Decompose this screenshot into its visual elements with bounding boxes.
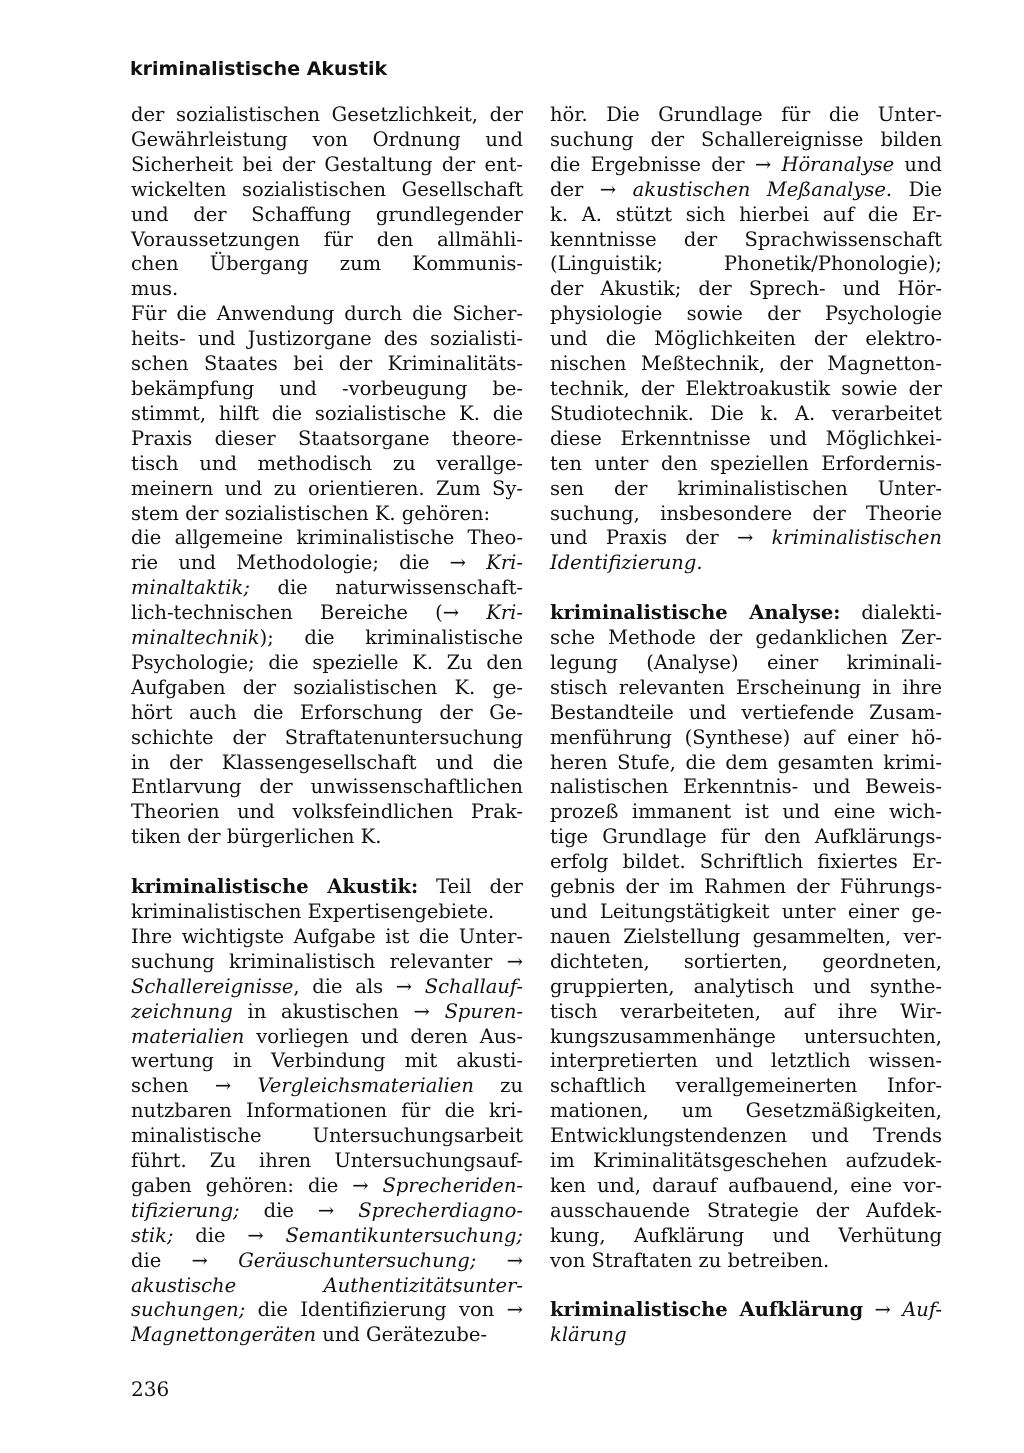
text-line [131,875,523,900]
text-line [550,1025,942,1050]
text-run: k. A. stützt sich hierbei auf die Er- [550,202,942,226]
text-run: nalistischen Erkenntnis- und Beweis- [550,775,942,799]
text-run: gaben gehören: die → [131,1173,383,1197]
text-run: die naturwissenschaft- [249,576,523,600]
entry-headword: kriminalistische Akustik: [131,875,419,899]
text-run: zu [473,1074,524,1098]
text-line [131,477,523,502]
text-line [550,1249,942,1274]
cross-reference: klärung [550,1323,627,1347]
text-run: kung, Aufklärung und Verhütung [550,1223,942,1247]
text-line [131,726,523,751]
text-run: sche Methode der gedanklichen Zer- [550,626,942,650]
text-line [131,900,523,925]
text-line [131,1025,523,1050]
text-line [131,153,523,178]
cross-reference: kriminalistischen [771,526,942,550]
text-run: ausschauende Strategie der Aufdek- [550,1198,942,1222]
text-run: und Gerätezube- [316,1323,487,1347]
text-run: Bestandteile und vertiefende Zusam- [550,700,942,724]
text-run: schaftlich verallgemeinerten Infor- [550,1074,942,1098]
text-run: nischen Meßtechnik, der Magnetton- [550,352,942,376]
text-line [550,1000,942,1025]
cross-reference: suchungen; [131,1298,246,1322]
text-line [550,103,942,128]
text-run: und die Möglichkeiten der elektro- [550,327,942,351]
text-run: → [863,1298,903,1322]
text-run: mationen, um Gesetzmäßigkeiten, [550,1099,942,1123]
text-line [550,900,942,925]
text-run: menführung (Synthese) auf einer hö- [550,725,942,749]
cross-reference: Geräuschuntersuchung; [238,1248,477,1272]
text-run: rie und Methodologie; die → [131,551,487,575]
text-run: heren Stufe, die dem gesamten krimi- [550,750,942,774]
text-line [550,1049,942,1074]
text-line [131,950,523,975]
cross-reference: tifizierung; [131,1198,240,1222]
text-line [131,526,523,551]
text-line [550,701,942,726]
text-line [131,103,523,128]
text-run: der sozialistischen Gesetzlichkeit, der [131,103,523,126]
text-run: → [476,1248,523,1272]
text-run: Aufgaben der sozialistischen K. ge- [131,675,523,699]
text-run: Für die Anwendung durch die Sicher- [131,302,523,326]
text-run: sen der kriminalistischen Unter- [550,476,942,500]
text-line [550,1298,942,1323]
text-line [550,1149,942,1174]
text-line [131,1074,523,1099]
text-line [550,626,942,651]
text-line [131,1199,523,1224]
text-run: und der Schaffung grundlegender [131,202,523,226]
text-line [131,825,523,850]
text-line [550,1199,942,1224]
text-line [131,925,523,950]
text-line [131,751,523,776]
text-run: der Akustik; der Sprech- und Hör- [550,277,942,301]
cross-reference: minaltaktik; [131,576,250,600]
text-line [131,1274,523,1299]
text-line [550,178,942,203]
text-line [131,1149,523,1174]
text-run: schen → [131,1074,258,1098]
text-line [131,775,523,800]
text-line [550,477,942,502]
cross-reference: akustischen Meßanalyse. [632,177,893,201]
text-run: stisch relevanten Erscheinung in ihre [550,675,942,699]
text-run: führt. Zu ihren Untersuchungsauf- [131,1149,523,1173]
text-line [550,751,942,776]
text-line [550,352,942,377]
text-line [550,1074,942,1099]
text-line [131,975,523,1000]
text-run: Praxis dieser Staatsorgane theore- [131,426,523,450]
text-run: lich-technischen Bereiche (→ [131,601,487,625]
text-line [131,502,523,527]
text-run: dialekti- [840,601,942,625]
text-run: Voraussetzungen für den allmähli- [131,227,523,251]
text-run: hör. Die Grundlage für die Unter- [550,103,942,126]
text-line [550,228,942,253]
text-run: Studiotechnik. Die k. A. verarbeitet [550,401,942,425]
cross-reference: Auf- [902,1298,942,1322]
text-line [131,252,523,277]
text-run: Psychologie; die spezielle K. Zu den [131,650,523,674]
text-run: technik, der Elektroakustik sowie der [550,376,942,400]
cross-reference: Spuren- [444,999,523,1023]
text-line [550,1174,942,1199]
text-run: ken und, darauf aufbauend, eine vor- [550,1173,942,1197]
text-run: kungszusammenhänge untersuchten, [550,1024,942,1048]
text-line [550,975,942,1000]
text-line [550,277,942,302]
text-run: Gewährleistung von Ordnung und [131,127,523,151]
text-line [131,178,523,203]
text-run: und Leitungstätigkeit unter einer ge- [550,899,942,923]
text-line [131,1000,523,1025]
text-line [550,601,942,626]
text-line [131,1323,523,1348]
text-line [550,875,942,900]
entry-headword: kriminalistische Analyse: [550,601,841,625]
text-line [550,925,942,950]
cross-reference: Sprecheriden- [382,1173,523,1197]
text-run: stimmt, hilft die sozialistische K. die [131,401,523,425]
text-run: meinern und zu orientieren. Zum Sy- [131,476,523,500]
cross-reference: Kri- [486,601,523,625]
text-line [550,452,942,477]
text-run: schen Staates bei der Kriminalitäts- [131,352,523,376]
text-run: Entlarvung der unwissenschaftlichen [131,775,523,799]
text-line [131,551,523,576]
text-run: Entwicklungstendenzen und Trends [550,1124,942,1148]
text-run: nauen Zielstellung gesammelten, ver- [550,924,942,948]
text-run: von Straftaten zu betreiben. [550,1248,830,1272]
text-run: der → [550,177,633,201]
text-line [550,252,942,277]
text-line [131,601,523,626]
text-run: prozeß immanent ist und eine wich- [550,800,942,824]
text-run: und Praxis der → [550,526,772,550]
text-line [550,427,942,452]
text-run: Teil der [418,875,523,899]
cross-reference: Schallereignisse [131,974,294,998]
text-run: schichte der Straftatenuntersuchung [131,725,523,749]
text-run: im Kriminalitätsgeschehen aufzudek- [550,1149,942,1173]
text-run: bekämpfung und -vorbeugung be- [131,376,523,400]
cross-reference: zeichnung [131,999,233,1023]
cross-reference: Semantikuntersuchung; [285,1223,523,1247]
text-run: die → [131,1248,239,1272]
text-run: Die [892,177,942,201]
cross-reference: Vergleichsmaterialien [257,1074,474,1098]
text-line [131,800,523,825]
cross-reference: Sprecherdiagno- [358,1198,523,1222]
paragraph-gap [131,850,523,875]
text-run: in akustischen → [232,999,445,1023]
text-line [550,502,942,527]
cross-reference: Identifizierung. [550,551,703,575]
cross-reference: Schallauf- [424,974,523,998]
cross-reference: minaltechnik [131,626,260,650]
cross-reference: materialien [131,1024,245,1048]
text-run: vorliegen und deren Aus- [244,1024,523,1048]
text-line [550,726,942,751]
left-column [131,103,523,1348]
text-line [550,526,942,551]
text-run: (Linguistik; Phonetik/Phonologie); [550,252,942,276]
text-line [550,775,942,800]
text-line [550,1124,942,1149]
text-run: suchung, insbesondere der Theorie [550,501,942,525]
text-line [131,676,523,701]
text-run: legung (Analyse) einer kriminali- [550,650,942,674]
text-run: dichteten, sortierten, geordneten, [550,949,942,973]
text-line [131,701,523,726]
text-run: nutzbaren Informationen für die kri- [131,1099,523,1123]
text-line [131,427,523,452]
text-line [131,228,523,253]
text-line [550,203,942,228]
text-line [550,1323,942,1348]
text-run: wertung in Verbindung mit akusti- [131,1049,523,1073]
text-run: heits- und Justizorgane des sozialisti- [131,327,523,351]
text-line [550,950,942,975]
text-line [550,850,942,875]
text-run: minalistische Untersuchungsarbeit [131,1124,523,1148]
paragraph-gap [550,1274,942,1299]
text-line [131,203,523,228]
text-run: ten unter den speziellen Erfordernis- [550,451,942,475]
text-run: suchung der Schallereignisse bilden [550,127,942,151]
text-line [550,551,942,576]
text-line [131,327,523,352]
text-run: tiken der bürgerlichen K. [131,825,382,849]
text-run: ); die kriminalistische [259,626,523,650]
text-run: in der Klassengesellschaft und die [131,750,523,774]
text-run: erfolg bildet. Schriftlich fixiertes Er- [550,850,942,874]
text-run: tisch verarbeiteten, auf ihre Wir- [550,999,942,1023]
text-line [131,576,523,601]
text-line [131,377,523,402]
text-run: kriminalistischen Expertisengebiete. [131,899,495,923]
text-run: die Ergebnisse der → [550,152,782,176]
page-number: 236 [131,1377,170,1401]
text-line [131,1298,523,1323]
text-line [550,676,942,701]
text-run: und [894,152,942,176]
text-line [131,352,523,377]
entry-headword: kriminalistische Aufklärung [550,1298,864,1322]
text-line [131,128,523,153]
text-line [131,277,523,302]
text-line [550,800,942,825]
cross-reference: stik; [131,1223,174,1247]
text-run: tisch und methodisch zu verallge- [131,451,523,475]
text-line [550,128,942,153]
running-head: kriminalistische Akustik [130,58,388,80]
text-run: gruppierten, analytisch und synthe- [550,974,942,998]
text-run: suchung kriminalistisch relevanter → [131,949,523,973]
text-line [131,1224,523,1249]
text-line [550,377,942,402]
text-run: gebnis der im Rahmen der Führungs- [550,875,942,899]
text-run: Ihre wichtigste Aufgabe ist die Unter- [131,924,523,948]
text-line [131,452,523,477]
cross-reference: akustische Authentizitätsunter- [131,1273,523,1297]
text-run: die → [239,1198,359,1222]
paragraph-gap [550,576,942,601]
text-run: hört auch die Erforschung der Ge- [131,700,523,724]
text-line [550,1224,942,1249]
text-run: tige Grundlage für den Aufklärungs- [550,825,942,849]
text-line [550,402,942,427]
cross-reference: Höranalyse [781,152,895,176]
text-run: stem der sozialistischen K. gehören: [131,501,491,525]
text-line [550,327,942,352]
text-line [131,1099,523,1124]
text-line [131,1049,523,1074]
text-run: Theorien und volksfeindlichen Prak- [131,800,523,824]
text-run: diese Erkenntnisse und Möglichkei- [550,426,942,450]
text-line [131,626,523,651]
text-run: die → [173,1223,286,1247]
text-line [550,302,942,327]
text-line [550,651,942,676]
text-line [131,1124,523,1149]
text-run: mus. [131,277,179,301]
text-line [550,825,942,850]
text-run: interpretierten und letztlich wissen- [550,1049,942,1073]
text-run: kenntnisse der Sprachwissenschaft [550,227,942,251]
text-line [550,153,942,178]
text-run: chen Übergang zum Kommunis- [131,252,523,276]
text-line [131,1174,523,1199]
right-column [550,103,942,1348]
text-run: Sicherheit bei der Gestaltung der ent- [131,152,523,176]
text-run: wickelten sozialistischen Gesellschaft [131,177,523,201]
cross-reference: Kri- [486,551,523,575]
text-run: , die als → [293,974,425,998]
text-line [131,302,523,327]
cross-reference: Magnettongeräten [131,1323,317,1347]
text-line [131,1249,523,1274]
text-run: physiologie sowie der Psychologie [550,302,942,326]
text-run: die Identifizierung von → [245,1298,523,1322]
text-line [131,402,523,427]
text-line [131,651,523,676]
text-run: die allgemeine kriminalistische Theo- [131,526,523,550]
text-line [550,1099,942,1124]
